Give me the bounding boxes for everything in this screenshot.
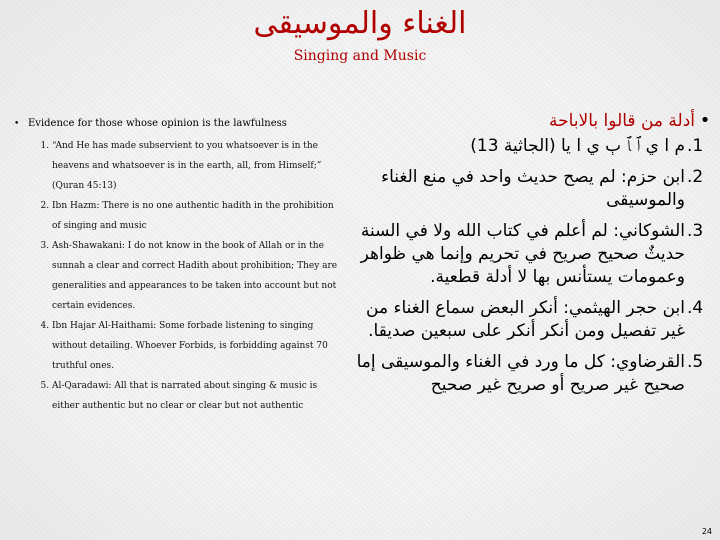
list-number: .2	[687, 167, 704, 187]
english-heading-text: Evidence for those whose opinion is the lawfulness	[28, 118, 287, 129]
list-item	[345, 135, 704, 158]
list-item-text: ابن حجر الهيثمي: أنكر البعض سماع الغناء من غير تفصيل ومن أنكر أنكر على سبعين صديقا.	[366, 298, 685, 341]
list-item-text: القرضاوي: كل ما ورد في الغناء والموسيقى إما صحيح غير صريح أو صريح غير صحيح	[356, 352, 685, 395]
list-item: 2. Ibn Hazm: There is no one authentic hadith in the prohibition of singing and music	[52, 196, 339, 236]
list-item-text: ابن حزم: لم يصح حديث واحد في منع الغناء والموسيقى	[381, 167, 685, 210]
arabic-heading	[345, 110, 715, 131]
list-item: 3. Ash-Shawakani: I do not know in the book of Allah or in the sunnah a clear and correct Hadith about prohibition; They are generalities and appearances to be taken into account but not certain evidences.	[52, 236, 339, 316]
list-number: .1	[687, 136, 704, 156]
list-number: .4	[687, 298, 704, 318]
bullet-icon: •	[14, 119, 20, 129]
arabic-heading-text: أدلة من قالوا بالاباحة	[549, 110, 695, 131]
list-item: 5. Al-Qaradawi: All that is narrated about singing & music is either authentic but no clear or clear but not authentic	[52, 376, 339, 416]
page-number: 24	[701, 527, 712, 536]
list-item	[345, 351, 704, 397]
list-number: .3	[687, 221, 704, 241]
arabic-title: الغناء والموسيقى	[253, 6, 467, 41]
list-item-text: م ا ي ﭐ ﭑ ﭒ ي ا يا (الجاثية 13)	[470, 136, 685, 156]
english-evidence-list	[14, 136, 339, 416]
list-item	[345, 166, 704, 212]
list-item-text: الشوكاني: لم أعلم في كتاب الله ولا في السنة حديثٌ صحيح صريح في تحريم وإنما هي ظواهر وعمومات يستأنس بها لا أدلة قطعية.	[360, 221, 685, 287]
list-item: 4. Ibn Hajar Al-Haithami: Some forbade listening to singing without detailing. Whoever Forbids, is forbidding against 70 truthful ones.	[52, 316, 339, 376]
arabic-column	[345, 110, 715, 405]
english-heading	[14, 114, 339, 134]
bullet-icon: •	[699, 110, 711, 131]
list-item	[345, 297, 704, 343]
list-number: .5	[687, 352, 704, 372]
english-column	[14, 114, 339, 416]
list-item: 1. “And He has made subservient to you whatsoever is in the heavens and whatsoever is in the earth, all, from Himself;” (Quran 45:13)	[52, 136, 339, 196]
english-title: Singing and Music	[293, 48, 427, 64]
arabic-evidence-list	[345, 135, 715, 397]
list-item	[345, 220, 704, 289]
